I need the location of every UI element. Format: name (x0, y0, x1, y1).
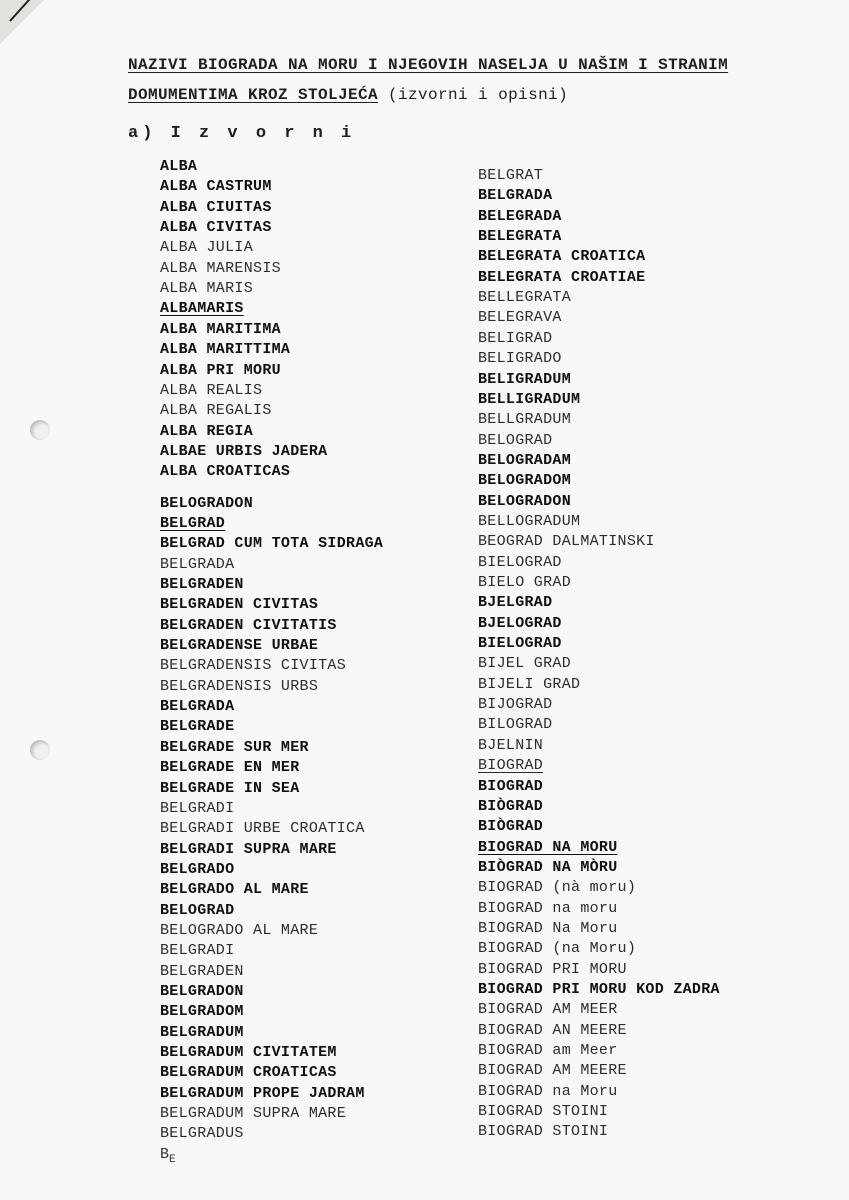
name-entry: BELGRADE (160, 718, 235, 736)
name-entry: BELGRAT (478, 167, 544, 184)
name-entry: BELLIGRADUM (478, 390, 581, 408)
name-entry: BELGRADI URBE CROATICA (160, 820, 365, 838)
name-entry: BIOGRAD STOINI (478, 1103, 609, 1121)
name-entry: BELGRADENSE URBAE (160, 637, 319, 655)
name-entry: BELGRADUM SUPRA MARE (160, 1105, 347, 1123)
name-entry: ALBA REGIA (160, 422, 254, 440)
name-entry: ALBA REGALIS (160, 402, 272, 420)
heading-line-1 (128, 56, 728, 74)
name-entry: BIJELI GRAD (478, 675, 581, 693)
name-entry: BIJOGRAD (478, 696, 553, 714)
name-entry: BELOGRADON (160, 494, 254, 512)
name-entry: BIOGRAD PRI MORU (478, 960, 627, 978)
footer-mark-subscript: E (169, 1154, 176, 1166)
name-entry: BELGRAD (160, 514, 226, 532)
name-entry: ALBA CIVITAS (160, 219, 272, 237)
name-entry: BELEGRATA CROATICA (478, 248, 646, 266)
name-entry: BELGRADA (160, 698, 235, 716)
name-entry: BELGRADA (478, 187, 553, 205)
name-entry: BELEGRAVA (478, 309, 562, 327)
heading-text-1: NAZIVI BIOGRADA NA MORU I NJEGOVIH NASELJA U NAŠIM I STRANIM (128, 56, 729, 74)
name-entry: BELGRADE IN SEA (160, 779, 300, 797)
name-entry: ALBA JULIA (160, 239, 254, 257)
name-entry: BELEGRATA CROATIAE (478, 268, 646, 286)
name-entry: BIOGRAD (na Moru) (478, 940, 637, 958)
name-entry: BIOGRAD (478, 757, 544, 775)
section-label: a) I z v o r n i (128, 124, 356, 143)
name-entry: BIOGRAD AM MEERE (478, 1062, 627, 1080)
name-entry: BJELGRAD (478, 594, 553, 612)
name-entry: BIOGRAD (nà moru) (478, 879, 637, 897)
name-entry: ALBA CROATICAS (160, 463, 291, 481)
name-entry: BIJEL GRAD (478, 655, 572, 673)
footer-mark (160, 1146, 176, 1166)
name-entry: BELGRADO (160, 860, 235, 878)
name-entry: ALBA REALIS (160, 381, 263, 399)
name-entry: BELGRADEN (160, 576, 244, 593)
name-entry: BIOGRAD STOINI (478, 1123, 609, 1141)
name-entry: ALBA MARIS (160, 280, 254, 298)
name-entry: BELOGRADOM (478, 472, 572, 490)
name-entry: BIOGRAD NA MORU (478, 838, 618, 856)
name-entry: ALBA MARITTIMA (160, 341, 291, 359)
name-entry: ALBAE URBIS JADERA (160, 442, 328, 460)
name-entry: ALBA MARENSIS (160, 259, 281, 277)
punch-hole-upper (30, 420, 50, 440)
name-entry: BELGRADO AL MARE (160, 881, 309, 899)
name-entry: BEOGRAD DALMATINSKI (478, 533, 655, 551)
heading-line-2 (128, 86, 568, 104)
name-entry: BELGRADE EN MER (160, 759, 300, 777)
name-entry: BELOGRADO AL MARE (160, 921, 319, 939)
name-entry: BIOGRAD AM MEER (478, 1001, 618, 1019)
name-entry: BELGRAD CUM TOTA SIDRAGA (160, 535, 384, 553)
name-entry: BELLGRADUM (478, 411, 572, 429)
name-entry: BIOGRAD na moru (478, 899, 618, 917)
footer-mark-letter: B (160, 1146, 170, 1163)
name-entry: ALBA PRI MORU (160, 361, 281, 379)
name-entry: BELOGRADON (478, 492, 572, 510)
name-entry: BELGRADUS (160, 1125, 244, 1143)
name-entry: BELGRADI (160, 799, 235, 817)
name-entry: BELOGRADAM (478, 451, 572, 469)
name-entry: BELGRADENSIS URBS (160, 677, 319, 695)
name-entry: ALBA MARITIMA (160, 320, 281, 338)
heading-text-2-rest: (izvorni i opisni) (378, 86, 569, 104)
name-entry: ALBA (160, 158, 198, 175)
name-entry: BELEGRATA (478, 228, 562, 246)
name-entry: BELGRADEN CIVITATIS (160, 616, 337, 634)
name-entry: ALBAMARIS (160, 300, 244, 318)
name-entry: BELGRADON (160, 983, 244, 1000)
name-entry: BIELOGRAD (478, 553, 562, 571)
name-entry: BELGRADEN CIVITAS (160, 596, 319, 614)
name-entry: BELGRADI (160, 942, 235, 960)
name-entry: BIELOGRAD (478, 635, 562, 653)
name-entry: BIÒGRAD (478, 818, 544, 836)
name-entry: BELOGRAD (160, 901, 235, 919)
heading-text-2-underlined: DOMUMENTIMA KROZ STOLJEĆA (128, 86, 379, 104)
name-entry: BELGRADEN (160, 962, 244, 980)
name-entry: BELLOGRADUM (478, 512, 581, 530)
name-entry: BIOGRAD PRI MORU KOD ZADRA (478, 981, 720, 998)
punch-hole-lower (30, 740, 50, 760)
name-entry: BILOGRAD (478, 716, 553, 734)
name-entry: BIOGRAD am Meer (478, 1042, 618, 1060)
name-entry: BIOGRAD (478, 777, 544, 795)
name-entry: BELGRADENSIS CIVITAS (160, 657, 347, 675)
name-entry: BELGRADUM (160, 1023, 244, 1041)
name-entry: BELGRADI SUPRA MARE (160, 840, 337, 858)
name-entry: BJELNIN (478, 736, 544, 754)
name-entry: BELGRADA (160, 555, 235, 573)
name-entry: BELIGRADO (478, 350, 562, 368)
name-entry: BIOGRAD na Moru (478, 1082, 618, 1100)
name-entry: ALBA CASTRUM (160, 178, 272, 196)
name-entry: ALBA CIUITAS (160, 198, 272, 216)
name-entry: BELIGRAD (478, 329, 553, 347)
name-entry: BIÒGRAD (478, 797, 544, 815)
name-entry: BELIGRADUM (478, 370, 572, 388)
name-entry: BIOGRAD AN MEERE (478, 1021, 627, 1039)
name-entry: BIÒGRAD NA MÒRU (478, 858, 618, 876)
name-entry: BELGRADOM (160, 1003, 244, 1021)
name-entry: BIELO GRAD (478, 574, 572, 591)
name-entry: BELOGRAD (478, 431, 553, 449)
name-entry: BIOGRAD Na Moru (478, 919, 618, 937)
name-entry: BELLEGRATA (478, 289, 572, 307)
name-entry: BELGRADUM CROATICAS (160, 1064, 337, 1082)
name-entry: BELGRADUM PROPE JADRAM (160, 1084, 365, 1102)
name-entry: BELEGRADA (478, 207, 562, 225)
name-entry: BELGRADE SUR MER (160, 738, 309, 756)
name-entry: BJELOGRAD (478, 614, 562, 632)
name-entry: BELGRADUM CIVITATEM (160, 1044, 337, 1062)
